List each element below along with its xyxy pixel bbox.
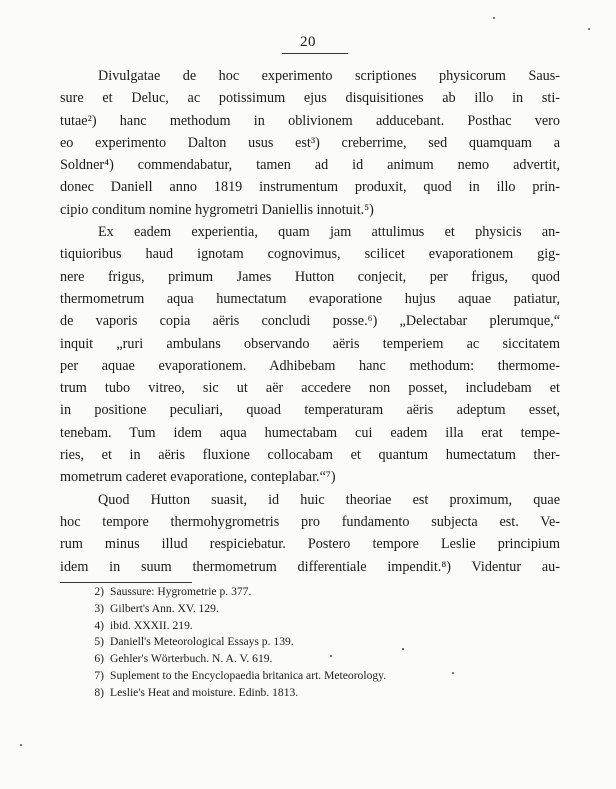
text-line: Quod Hutton suasit, id huic theoriae est proximum, quae xyxy=(98,491,560,508)
text-line: tenebam. Tum idem aqua humectabam cui eadem illa erat tempe- xyxy=(60,424,560,441)
text-line: per aquae evaporationem. Adhibebam hanc methodum: thermome- xyxy=(60,357,560,374)
body-text xyxy=(60,65,560,578)
scan-speck xyxy=(330,655,332,657)
footnote-text: Saussure: Hygrometrie p. 377. xyxy=(110,585,252,598)
footnote-text: Daniell's Meteorological Essays p. 139. xyxy=(110,635,294,649)
text-line: idem in suum thermometrum differentiale impendit.⁸) Videntur au- xyxy=(60,558,560,575)
scan-speck xyxy=(452,672,454,674)
footnote xyxy=(82,601,502,618)
text-line: ries, et in aëris fluxione collocabam et quantum humectatum ther- xyxy=(60,447,560,464)
text-line: Ex eadem experientia, quam jam attulimus et physicis an- xyxy=(98,224,560,241)
footnote xyxy=(82,651,502,668)
footnote-number: 3) xyxy=(94,601,104,615)
footnote xyxy=(82,668,502,685)
footnote xyxy=(82,618,502,635)
footnote-number: 6) xyxy=(94,652,104,666)
scan-speck xyxy=(493,17,495,19)
text-line: tiquioribus haud ignotam cognovimus, scilicet evaporationem gig- xyxy=(60,246,560,263)
page-number-rule xyxy=(282,53,348,54)
footnote-number: 8) xyxy=(94,685,104,699)
text-line: eo experimento Dalton usus est³) creberrime, sed quamquam a xyxy=(60,134,560,151)
text-line: nere frigus, primum James Hutton conjecit, per frigus, quod xyxy=(60,268,560,285)
footnote-text: Gehler's Wörterbuch. N. A. V. 619. xyxy=(110,652,273,666)
text-line: tutae²) hanc methodum in oblivionem adducebant. Posthac vero xyxy=(60,112,560,129)
scan-speck xyxy=(588,28,590,30)
footnote-number: 7) xyxy=(94,668,104,682)
text-line: thermometrum aqua humectatum evaporatione hujus aquae patiatur, xyxy=(60,290,560,307)
footnote-number: 2) xyxy=(94,585,104,598)
text-line: de vaporis copia aëris concludi posse.⁶) „Delectabar plerumque,“ xyxy=(60,313,560,330)
footnote-number: 5) xyxy=(94,635,104,649)
text-line: sure et Deluc, ac potissimum ejus disquisitiones ab illo in sti- xyxy=(60,90,560,107)
footnote xyxy=(82,685,502,702)
text-line: hoc tempore thermohygrometris pro fundamento subjecta est. Ve- xyxy=(60,513,560,530)
footnote-separator xyxy=(60,582,192,583)
text-line: inquit „ruri ambulans observando aëris temperiem ac siccitatem xyxy=(60,335,560,352)
footnote-number: 4) xyxy=(94,618,104,632)
page-number: 20 xyxy=(300,34,316,50)
text-line: trum tubo vitreo, sic ut aër accedere non posset, includebam et xyxy=(60,380,560,397)
scan-speck xyxy=(20,744,22,746)
text-line: donec Daniell anno 1819 instrumentum produxit, quod in illo prin- xyxy=(60,179,560,196)
text-line: mometrum caderet evaporatione, conteplabar.“⁷) xyxy=(60,469,336,486)
text-line: cipio conditum nomine hygrometri Daniellis innotuit.⁵) xyxy=(60,201,374,218)
footnote-text: ibid. XXXII. 219. xyxy=(110,618,193,632)
footnote xyxy=(82,634,502,651)
text-line: Soldner⁴) commendabatur, tamen ad id animum nemo advertit, xyxy=(60,157,560,174)
text-line: rum minus illud respiciebatur. Postero tempore Leslie principium xyxy=(60,536,560,553)
text-line: Divulgatae de hoc experimento scriptiones physicorum Saus- xyxy=(98,68,560,84)
footnote-text: Suplement to the Encyclopaedia britanica art. Meteorology. xyxy=(110,668,387,682)
footnote xyxy=(82,584,502,601)
footnotes xyxy=(82,584,502,702)
text-line: in positione peculiari, quoad temperaturam aëris adeptum esset, xyxy=(60,402,560,419)
footnote-text: Gilbert's Ann. XV. 129. xyxy=(110,601,219,615)
footnote-text: Leslie's Heat and moisture. Edinb. 1813. xyxy=(110,685,299,699)
scan-speck xyxy=(402,648,404,650)
